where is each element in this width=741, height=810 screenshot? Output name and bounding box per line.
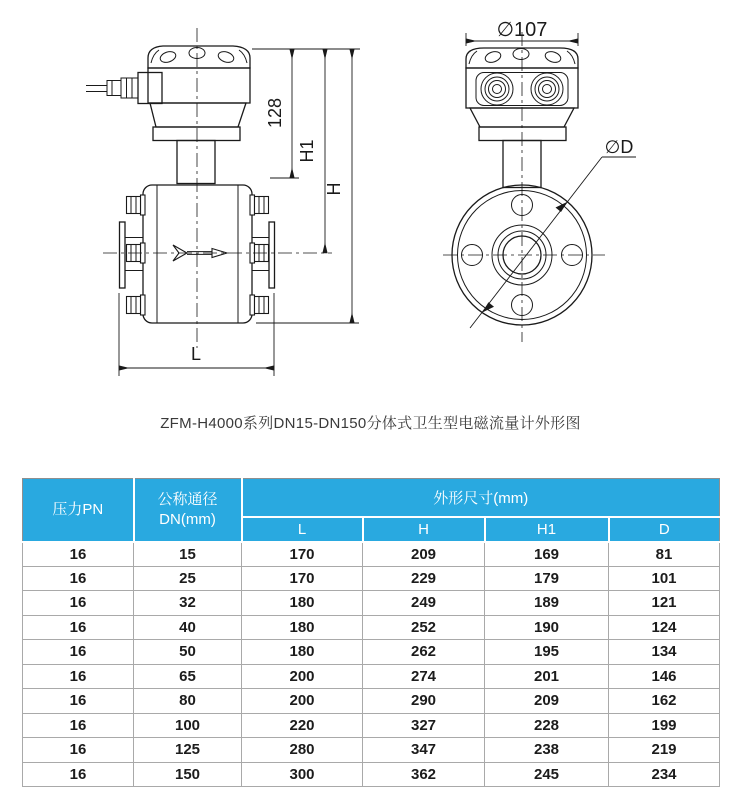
table-cell: 100 <box>134 713 242 738</box>
dim-label-h: H <box>324 182 344 196</box>
table-cell: 170 <box>242 542 363 567</box>
table-cell: 16 <box>23 566 134 591</box>
header-dn-line2: DN(mm) <box>159 510 216 528</box>
table-cell: 180 <box>242 640 363 665</box>
header-dimensions-group: 外形尺寸(mm) <box>242 479 720 517</box>
table-cell: 280 <box>242 738 363 763</box>
header-col-h1: H1 <box>485 517 609 542</box>
table-row <box>23 738 720 763</box>
table-cell: 252 <box>363 615 485 640</box>
bolts-left <box>127 195 146 315</box>
table-cell: 80 <box>134 689 242 714</box>
dim-label-128: 128 <box>265 97 285 129</box>
table-row <box>23 542 720 567</box>
table-row <box>23 762 720 787</box>
table-cell: 81 <box>609 542 720 567</box>
table-cell: 201 <box>485 664 609 689</box>
dimensions-side-view <box>119 49 360 376</box>
table-cell: 170 <box>242 566 363 591</box>
table-cell: 16 <box>23 591 134 616</box>
table-cell: 16 <box>23 738 134 763</box>
table-cell: 209 <box>485 689 609 714</box>
table-cell: 195 <box>485 640 609 665</box>
table-cell: 16 <box>23 713 134 738</box>
dim-label-l: L <box>190 344 202 364</box>
dimension-table <box>22 478 720 787</box>
table-cell: 16 <box>23 664 134 689</box>
header-pressure-label: 压力PN <box>52 501 104 518</box>
table-cell: 229 <box>363 566 485 591</box>
header-col-h: H <box>363 517 485 542</box>
dim-label-h1: H1 <box>297 139 317 163</box>
table-cell: 199 <box>609 713 720 738</box>
outline-drawing <box>0 0 741 398</box>
dim-label-107: ∅107 <box>496 19 548 41</box>
table-cell: 347 <box>363 738 485 763</box>
table-header <box>23 479 720 542</box>
table-cell: 200 <box>242 689 363 714</box>
table-cell: 179 <box>485 566 609 591</box>
header-pressure <box>23 479 134 542</box>
table-cell: 134 <box>609 640 720 665</box>
table-row <box>23 591 720 616</box>
table-cell: 121 <box>609 591 720 616</box>
table-row <box>23 566 720 591</box>
table-row <box>23 640 720 665</box>
table-cell: 50 <box>134 640 242 665</box>
table-cell: 290 <box>363 689 485 714</box>
table-cell: 209 <box>363 542 485 567</box>
table-cell: 228 <box>485 713 609 738</box>
table-cell: 169 <box>485 542 609 567</box>
table-cell: 219 <box>609 738 720 763</box>
table-cell: 16 <box>23 542 134 567</box>
table-row <box>23 689 720 714</box>
table-body <box>23 542 720 787</box>
cable-gland <box>86 73 162 104</box>
table-cell: 124 <box>609 615 720 640</box>
table-cell: 189 <box>485 591 609 616</box>
table-cell: 16 <box>23 615 134 640</box>
table-cell: 327 <box>363 713 485 738</box>
header-dn-line1: 公称通径 <box>157 491 218 509</box>
table-cell: 40 <box>134 615 242 640</box>
table-cell: 16 <box>23 640 134 665</box>
dim-label-d: ∅D <box>604 137 634 157</box>
table-cell: 274 <box>363 664 485 689</box>
table-cell: 162 <box>609 689 720 714</box>
table-cell: 16 <box>23 689 134 714</box>
table-cell: 362 <box>363 762 485 787</box>
table-cell: 234 <box>609 762 720 787</box>
table-row <box>23 713 720 738</box>
header-col-d: D <box>609 517 720 542</box>
bolts-right <box>250 195 269 315</box>
table-cell: 146 <box>609 664 720 689</box>
flowmeter-drawing-svg <box>0 0 741 398</box>
table-cell: 15 <box>134 542 242 567</box>
table-cell: 190 <box>485 615 609 640</box>
table-row <box>23 664 720 689</box>
table-cell: 249 <box>363 591 485 616</box>
side-view <box>86 28 332 348</box>
table-cell: 262 <box>363 640 485 665</box>
header-dn <box>134 479 242 542</box>
table-cell: 25 <box>134 566 242 591</box>
drawing-caption: ZFM-H4000系列DN15-DN150分体式卫生型电磁流量计外形图 <box>160 415 581 432</box>
table-cell: 150 <box>134 762 242 787</box>
table-row <box>23 615 720 640</box>
table-cell: 180 <box>242 591 363 616</box>
table-cell: 101 <box>609 566 720 591</box>
table-cell: 245 <box>485 762 609 787</box>
table-cell: 238 <box>485 738 609 763</box>
table-cell: 220 <box>242 713 363 738</box>
table-cell: 200 <box>242 664 363 689</box>
table-cell: 180 <box>242 615 363 640</box>
table-cell: 125 <box>134 738 242 763</box>
table-cell: 16 <box>23 762 134 787</box>
table-cell: 300 <box>242 762 363 787</box>
front-view <box>443 32 605 342</box>
table-cell: 32 <box>134 591 242 616</box>
table-cell: 65 <box>134 664 242 689</box>
header-col-l: L <box>242 517 363 542</box>
